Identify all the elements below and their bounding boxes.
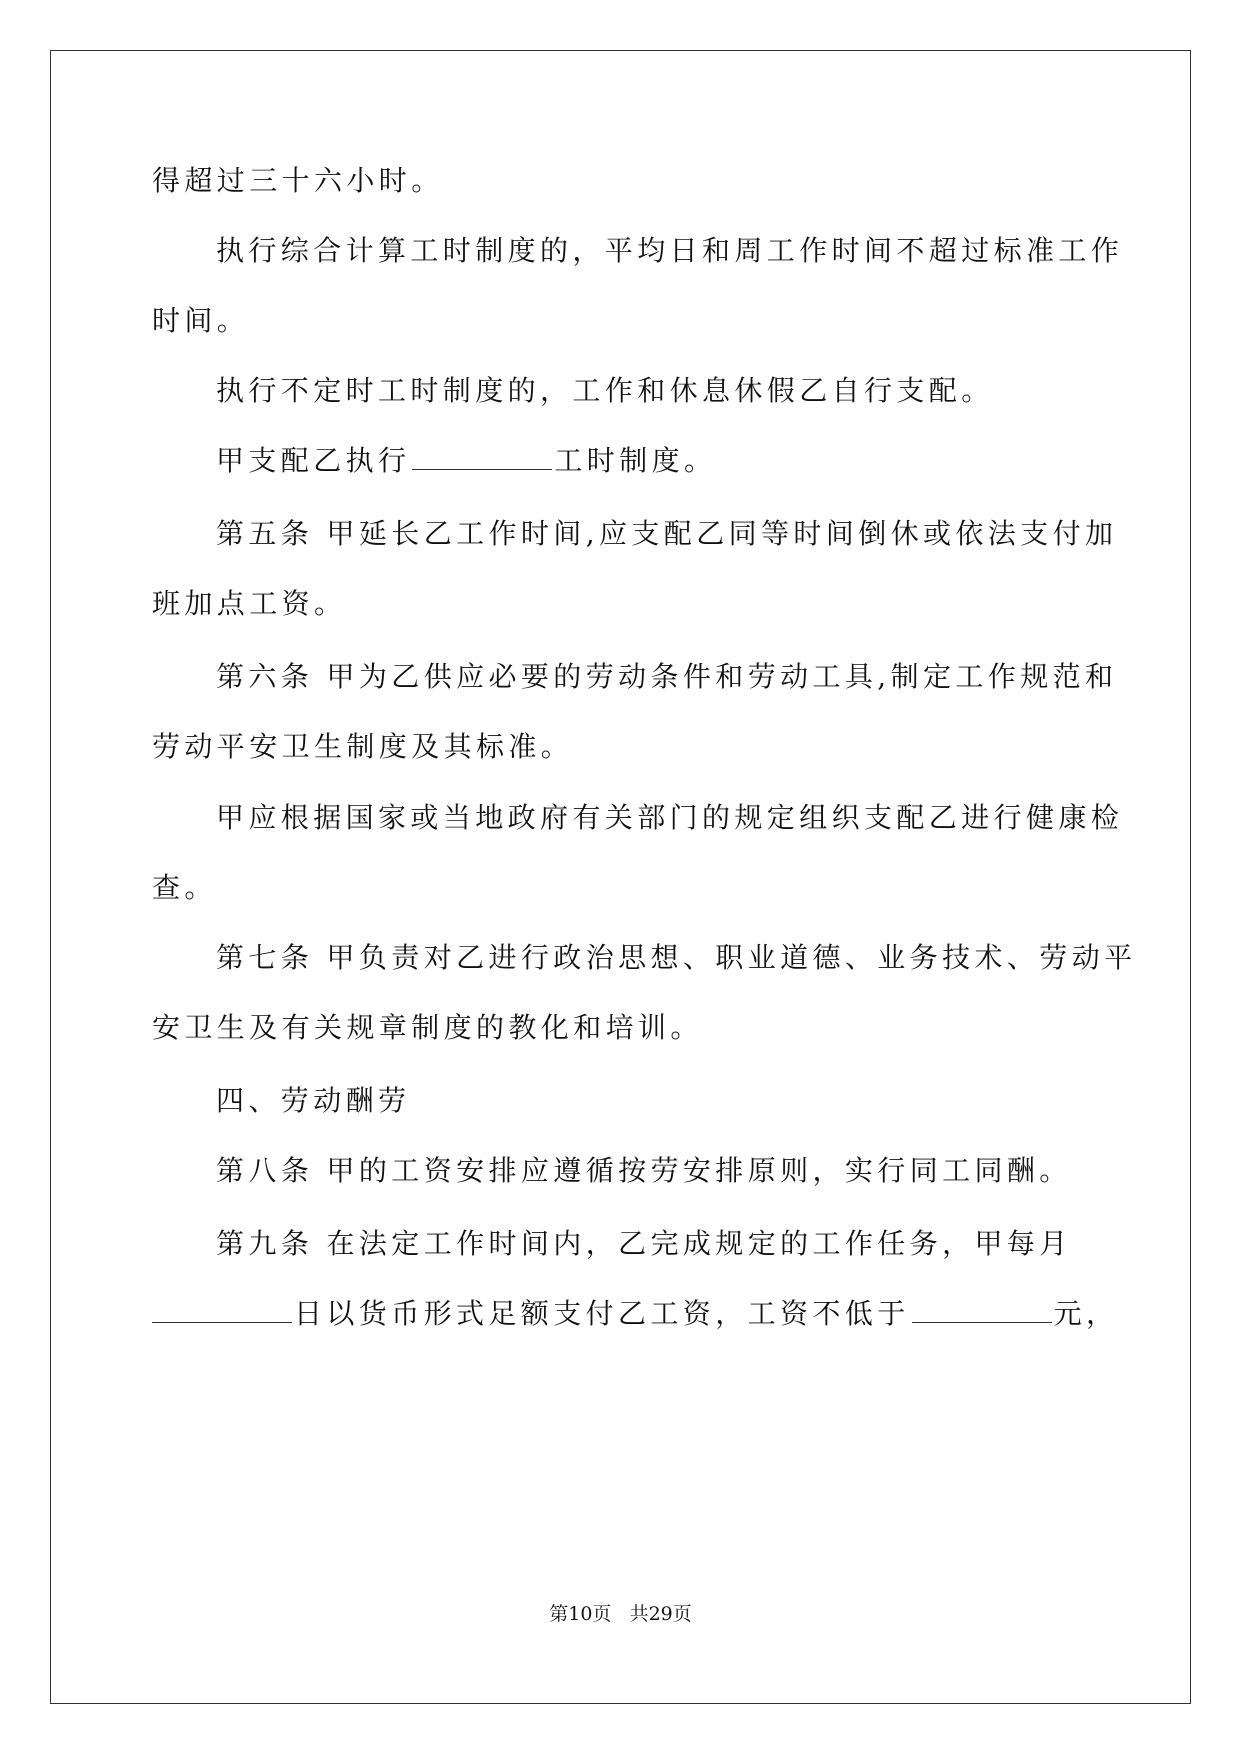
page-number-total: 共29页 bbox=[629, 1603, 692, 1625]
paragraph-line: 安卫生及有关规章制度的教化和培训。 bbox=[152, 1011, 703, 1044]
article-7-line: 第七条 甲负责对乙进行政治思想、职业道德、业务技术、劳动平 bbox=[216, 941, 1137, 974]
fill-in-blank bbox=[412, 443, 552, 470]
section-heading: 四、劳动酬劳 bbox=[216, 1084, 411, 1117]
paragraph-line: 查。 bbox=[152, 871, 217, 904]
paragraph-line-with-blank bbox=[216, 443, 716, 479]
article-8-line: 第八条 甲的工资安排应遵循按劳安排原则，实行同工同酬。 bbox=[216, 1154, 1072, 1187]
fill-in-blank bbox=[912, 1296, 1052, 1323]
article-6-line: 第六条 甲为乙供应必要的劳动条件和劳动工具,制定工作规范和 bbox=[216, 660, 1118, 693]
article-5-line: 第五条 甲延长乙工作时间,应支配乙同等时间倒休或依法支付加 bbox=[216, 517, 1118, 550]
paragraph-line-with-blanks bbox=[152, 1296, 1118, 1332]
paragraph-line: 执行不定时工时制度的，工作和休息休假乙自行支配。 bbox=[216, 374, 994, 407]
paragraph-line: 甲应根据国家或当地政府有关部门的规定组织支配乙进行健康检 bbox=[216, 801, 1124, 834]
page-border bbox=[50, 50, 1191, 1704]
page-footer bbox=[0, 1602, 1241, 1626]
line-text: 日以货币形式足额支付乙工资，工资不低于 bbox=[294, 1297, 910, 1330]
paragraph-line: 时间。 bbox=[152, 304, 250, 337]
line-text: 元， bbox=[1053, 1297, 1119, 1330]
line-text: 甲支配乙执行 bbox=[216, 444, 411, 477]
paragraph-line: 执行综合计算工时制度的，平均日和周工作时间不超过标准工作 bbox=[216, 234, 1124, 267]
fill-in-blank bbox=[152, 1296, 292, 1323]
paragraph-line: 班加点工资。 bbox=[152, 587, 347, 620]
article-9-line: 第九条 在法定工作时间内，乙完成规定的工作任务，甲每月 bbox=[216, 1227, 1072, 1260]
paragraph-line: 得超过三十六小时。 bbox=[152, 164, 444, 197]
paragraph-line: 劳动平安卫生制度及其标准。 bbox=[152, 730, 574, 763]
line-text: 工时制度。 bbox=[554, 444, 717, 477]
page-number-current: 第10页 bbox=[549, 1603, 612, 1625]
